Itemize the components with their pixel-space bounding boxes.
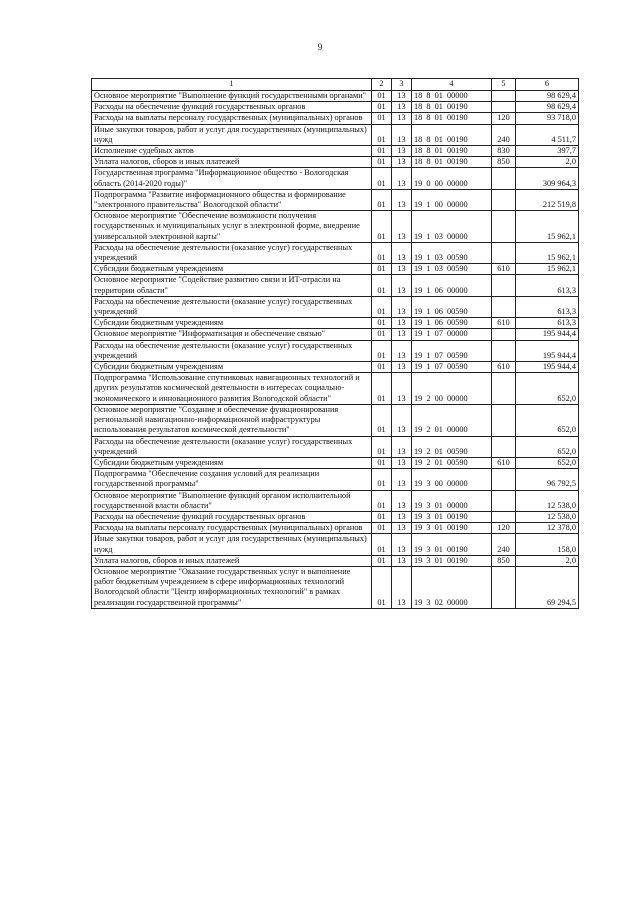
row-subsection: 13 [392, 124, 412, 145]
row-name: Основное мероприятие "Оказание государственных услуг и выполнение работ бюджетным учреждением в сфере информационных технологий Вологодской области "Центр информационных технологий" в рамках реализации государственной программы" [92, 566, 372, 608]
table-row [92, 113, 579, 124]
row-target-article: 19 1 00 00000 [412, 189, 492, 210]
row-subsection: 13 [392, 490, 412, 511]
table-row [92, 566, 579, 608]
row-sum: 397,7 [516, 146, 579, 157]
table-row [92, 523, 579, 534]
header-cell-article: 4 [412, 79, 492, 91]
row-expense-type [492, 490, 516, 511]
table-row [92, 490, 579, 511]
row-subsection: 13 [392, 457, 412, 468]
row-name: Подпрограмма "Использование спутниковых навигационных технологий и других результатов космической деятельности в интересах социально-экономического и инновационного развития Вологодской области" [92, 373, 372, 405]
row-target-article: 19 3 01 00000 [412, 490, 492, 511]
row-expense-type [492, 469, 516, 490]
row-expense-type: 850 [492, 157, 516, 168]
row-expense-type [492, 329, 516, 340]
row-subsection: 13 [392, 534, 412, 555]
row-sum: 652,0 [516, 404, 579, 436]
row-target-article: 19 1 03 00590 [412, 264, 492, 275]
page-number: 9 [317, 42, 323, 52]
row-section: 01 [372, 469, 392, 490]
header-cell-sum: 6 [516, 79, 579, 91]
row-section: 01 [372, 340, 392, 361]
row-target-article: 18 8 01 00190 [412, 146, 492, 157]
table-row [92, 404, 579, 436]
table-row [92, 436, 579, 457]
row-section: 01 [372, 91, 392, 102]
row-target-article: 18 8 01 00190 [412, 113, 492, 124]
table-row [92, 91, 579, 102]
row-section: 01 [372, 296, 392, 317]
header-cell-name: 1 [92, 79, 372, 91]
row-sum: 15 962,1 [516, 264, 579, 275]
row-sum: 652,0 [516, 457, 579, 468]
table-row [92, 275, 579, 296]
row-target-article: 19 1 07 00590 [412, 340, 492, 361]
row-subsection: 13 [392, 168, 412, 189]
row-target-article: 18 8 01 00190 [412, 124, 492, 145]
row-subsection: 13 [392, 102, 412, 113]
row-section: 01 [372, 157, 392, 168]
row-name: Иные закупки товаров, работ и услуг для государственных (муниципальных) нужд [92, 124, 372, 145]
row-section: 01 [372, 373, 392, 405]
row-target-article: 19 0 00 00000 [412, 168, 492, 189]
row-section: 01 [372, 211, 392, 243]
row-expense-type [492, 566, 516, 608]
table-row [92, 555, 579, 566]
row-subsection: 13 [392, 555, 412, 566]
table-row [92, 340, 579, 361]
row-expense-type [492, 373, 516, 405]
row-name: Расходы на выплаты персоналу государственных (муниципальных) органов [92, 113, 372, 124]
table-row [92, 102, 579, 113]
row-expense-type: 120 [492, 523, 516, 534]
row-target-article: 19 3 01 00190 [412, 523, 492, 534]
row-section: 01 [372, 113, 392, 124]
table-row [92, 242, 579, 263]
row-subsection: 13 [392, 318, 412, 329]
row-sum: 93 718,0 [516, 113, 579, 124]
table-row [92, 124, 579, 145]
row-section: 01 [372, 168, 392, 189]
row-target-article: 19 3 01 00190 [412, 534, 492, 555]
row-section: 01 [372, 457, 392, 468]
row-expense-type [492, 242, 516, 263]
row-sum: 15 962,1 [516, 242, 579, 263]
row-section: 01 [372, 146, 392, 157]
row-sum: 15 962,1 [516, 211, 579, 243]
row-sum: 12 538,0 [516, 511, 579, 522]
row-section: 01 [372, 102, 392, 113]
row-section: 01 [372, 404, 392, 436]
row-subsection: 13 [392, 157, 412, 168]
row-section: 01 [372, 511, 392, 522]
row-name: Субсидии бюджетным учреждениям [92, 362, 372, 373]
row-section: 01 [372, 534, 392, 555]
row-name: Основное мероприятие "Выполнение функций органом исполнительной государственной власти области" [92, 490, 372, 511]
row-section: 01 [372, 436, 392, 457]
row-section: 01 [372, 555, 392, 566]
row-target-article: 18 8 01 00190 [412, 102, 492, 113]
table-row [92, 511, 579, 522]
row-name: Подпрограмма "Развитие информационного общества и формирование "электронного правительства" Вологодской области" [92, 189, 372, 210]
row-expense-type [492, 404, 516, 436]
row-expense-type: 120 [492, 113, 516, 124]
row-subsection: 13 [392, 404, 412, 436]
row-expense-type [492, 91, 516, 102]
row-subsection: 13 [392, 523, 412, 534]
row-name: Субсидии бюджетным учреждениям [92, 318, 372, 329]
row-subsection: 13 [392, 211, 412, 243]
row-target-article: 19 2 01 00590 [412, 457, 492, 468]
row-subsection: 13 [392, 469, 412, 490]
row-sum: 652,0 [516, 436, 579, 457]
row-sum: 195 944,4 [516, 340, 579, 361]
row-section: 01 [372, 275, 392, 296]
table-row [92, 318, 579, 329]
header-cell-chapter: 2 [372, 79, 392, 91]
row-sum: 98 629,4 [516, 91, 579, 102]
row-sum: 652,0 [516, 373, 579, 405]
row-sum: 309 964,3 [516, 168, 579, 189]
row-target-article: 19 3 01 00190 [412, 555, 492, 566]
row-sum: 195 944,4 [516, 362, 579, 373]
row-subsection: 13 [392, 113, 412, 124]
row-name: Государственная программа "Информационное общество - Вологодская область (2014-2020 годы)" [92, 168, 372, 189]
row-expense-type [492, 296, 516, 317]
row-subsection: 13 [392, 511, 412, 522]
row-expense-type [492, 436, 516, 457]
row-name: Расходы на обеспечение функций государственных органов [92, 102, 372, 113]
row-subsection: 13 [392, 362, 412, 373]
row-expense-type: 240 [492, 124, 516, 145]
row-name: Субсидии бюджетным учреждениям [92, 457, 372, 468]
row-target-article: 19 2 01 00590 [412, 436, 492, 457]
row-target-article: 19 1 06 00000 [412, 275, 492, 296]
row-name: Субсидии бюджетным учреждениям [92, 264, 372, 275]
table-header-row [92, 79, 579, 91]
row-subsection: 13 [392, 436, 412, 457]
row-sum: 69 294,5 [516, 566, 579, 608]
row-sum: 212 519,8 [516, 189, 579, 210]
row-target-article: 19 1 03 00590 [412, 242, 492, 263]
row-name: Расходы на обеспечение деятельности (оказание услуг) государственных учреждений [92, 242, 372, 263]
budget-table [91, 78, 579, 609]
table-row [92, 329, 579, 340]
row-expense-type: 610 [492, 362, 516, 373]
row-subsection: 13 [392, 275, 412, 296]
row-sum: 2,0 [516, 555, 579, 566]
row-sum: 158,0 [516, 534, 579, 555]
row-name: Подпрограмма "Обеспечение создания условий для реализации государственной программы" [92, 469, 372, 490]
row-subsection: 13 [392, 566, 412, 608]
row-section: 01 [372, 242, 392, 263]
row-target-article: 18 8 01 00000 [412, 91, 492, 102]
row-name: Основное мероприятие "Информатизация и обеспечение связью" [92, 329, 372, 340]
row-target-article: 19 2 00 00000 [412, 373, 492, 405]
table-row [92, 168, 579, 189]
table-row [92, 469, 579, 490]
table-row [92, 146, 579, 157]
row-section: 01 [372, 523, 392, 534]
row-name: Иные закупки товаров, работ и услуг для государственных (муниципальных) нужд [92, 534, 372, 555]
row-subsection: 13 [392, 329, 412, 340]
table-row [92, 457, 579, 468]
row-subsection: 13 [392, 296, 412, 317]
row-expense-type [492, 340, 516, 361]
row-name: Основное мероприятие "Выполнение функций государственными органами" [92, 91, 372, 102]
row-subsection: 13 [392, 189, 412, 210]
row-section: 01 [372, 189, 392, 210]
row-expense-type [492, 511, 516, 522]
row-expense-type [492, 102, 516, 113]
table-row [92, 296, 579, 317]
row-subsection: 13 [392, 373, 412, 405]
table-row [92, 189, 579, 210]
row-section: 01 [372, 124, 392, 145]
row-expense-type [492, 168, 516, 189]
row-sum: 12 378,0 [516, 523, 579, 534]
row-target-article: 19 2 01 00000 [412, 404, 492, 436]
table-row [92, 157, 579, 168]
row-subsection: 13 [392, 91, 412, 102]
row-name: Расходы на обеспечение функций государственных органов [92, 511, 372, 522]
row-target-article: 19 1 07 00000 [412, 329, 492, 340]
row-section: 01 [372, 490, 392, 511]
row-sum: 4 511,7 [516, 124, 579, 145]
row-subsection: 13 [392, 264, 412, 275]
row-subsection: 13 [392, 146, 412, 157]
row-sum: 98 629,4 [516, 102, 579, 113]
row-expense-type [492, 211, 516, 243]
row-name: Расходы на обеспечение деятельности (оказание услуг) государственных учреждений [92, 436, 372, 457]
row-expense-type: 240 [492, 534, 516, 555]
row-name: Расходы на выплаты персоналу государственных (муниципальных) органов [92, 523, 372, 534]
table-row [92, 264, 579, 275]
table-row [92, 373, 579, 405]
row-subsection: 13 [392, 340, 412, 361]
row-target-article: 18 8 01 00190 [412, 157, 492, 168]
row-sum: 613,3 [516, 318, 579, 329]
row-name: Уплата налогов, сборов и иных платежей [92, 157, 372, 168]
row-expense-type: 610 [492, 457, 516, 468]
table-row [92, 362, 579, 373]
row-expense-type: 850 [492, 555, 516, 566]
row-sum: 96 792,5 [516, 469, 579, 490]
row-subsection: 13 [392, 242, 412, 263]
row-section: 01 [372, 264, 392, 275]
table-row [92, 211, 579, 243]
header-cell-expense-type: 5 [492, 79, 516, 91]
row-name: Исполнение судебных актов [92, 146, 372, 157]
row-target-article: 19 1 07 00590 [412, 362, 492, 373]
row-target-article: 19 3 00 00000 [412, 469, 492, 490]
row-section: 01 [372, 566, 392, 608]
table-row [92, 534, 579, 555]
row-name: Расходы на обеспечение деятельности (оказание услуг) государственных учреждений [92, 340, 372, 361]
row-target-article: 19 1 06 00590 [412, 318, 492, 329]
row-sum: 12 538,0 [516, 490, 579, 511]
row-expense-type: 610 [492, 264, 516, 275]
row-target-article: 19 3 02 00000 [412, 566, 492, 608]
row-expense-type: 830 [492, 146, 516, 157]
row-expense-type [492, 189, 516, 210]
row-expense-type [492, 275, 516, 296]
row-sum: 613,3 [516, 275, 579, 296]
row-target-article: 19 1 03 00000 [412, 211, 492, 243]
row-name: Основное мероприятие "Обеспечение возможности получения государственных и муниципальных услуг в электронной форме, внедрение универсальной электронной карты" [92, 211, 372, 243]
row-section: 01 [372, 362, 392, 373]
row-sum: 2,0 [516, 157, 579, 168]
row-name: Уплата налогов, сборов и иных платежей [92, 555, 372, 566]
row-sum: 195 944,4 [516, 329, 579, 340]
row-sum: 613,3 [516, 296, 579, 317]
header-cell-subsection: 3 [392, 79, 412, 91]
row-target-article: 19 1 06 00590 [412, 296, 492, 317]
row-name: Расходы на обеспечение деятельности (оказание услуг) государственных учреждений [92, 296, 372, 317]
row-section: 01 [372, 329, 392, 340]
row-name: Основное мероприятие "Создание и обеспечение функционирования региональной навигационно-информационной инфраструктуры использования результатов космической деятельности" [92, 404, 372, 436]
row-name: Основное мероприятие "Содействие развитию связи и ИТ-отрасли на территории области" [92, 275, 372, 296]
row-expense-type: 610 [492, 318, 516, 329]
row-target-article: 19 3 01 00190 [412, 511, 492, 522]
row-section: 01 [372, 318, 392, 329]
budget-table-body [92, 79, 579, 609]
